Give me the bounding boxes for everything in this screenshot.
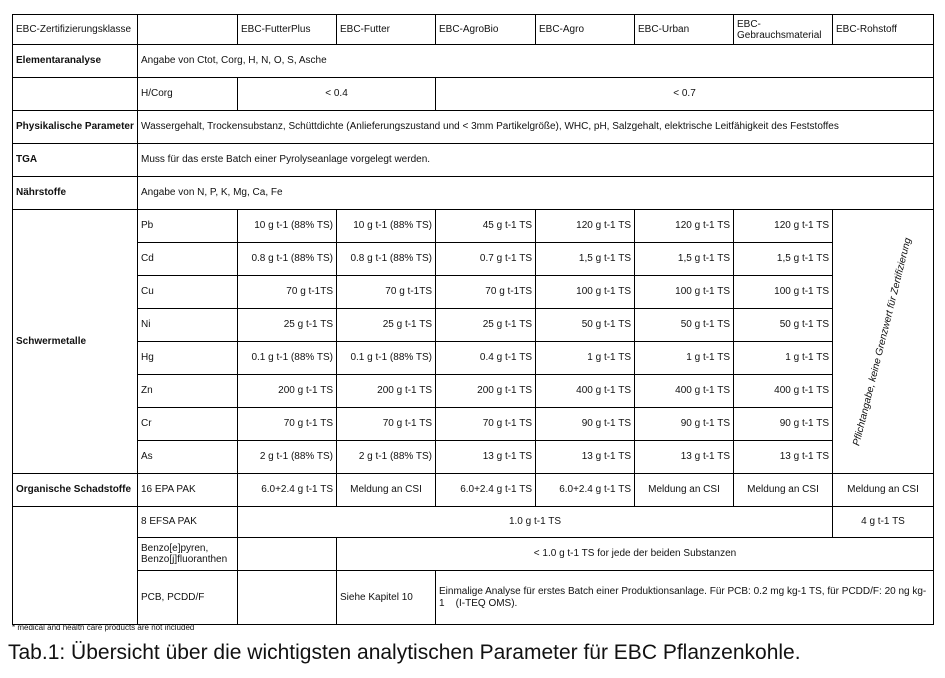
benzo-value: < 1.0 g t-1 TS for jede der beiden Substanzen xyxy=(337,538,934,571)
pcb-empty xyxy=(238,571,337,625)
limit-value: 90 g t-1 TS xyxy=(536,408,635,441)
limit-value: 120 g t-1 TS xyxy=(734,210,833,243)
limit-value: 0.1 g t-1 (88% TS) xyxy=(337,342,436,375)
naehrstoffe-label: Nährstoffe xyxy=(13,177,138,210)
limit-value: 70 g t-1 TS xyxy=(238,408,337,441)
header-urban: EBC-Urban xyxy=(635,15,734,45)
element-label: Cu xyxy=(138,276,238,309)
limit-value: 50 g t-1 TS xyxy=(536,309,635,342)
table-caption: Tab.1: Übersicht über die wichtigsten analytischen Parameter für EBC Pflanzenkohle. xyxy=(8,641,801,664)
row-benzo xyxy=(13,538,934,571)
limit-value: 13 g t-1 TS xyxy=(734,441,833,474)
limit-value: 90 g t-1 TS xyxy=(635,408,734,441)
limit-value: 0.8 g t-1 (88% TS) xyxy=(337,243,436,276)
limit-value: 200 g t-1 TS xyxy=(238,375,337,408)
limit-value: 70 g t-1TS xyxy=(337,276,436,309)
physik-value: Wassergehalt, Trockensubstanz, Schüttdichte (Anlieferungszustand und < 3mm Partikelgröße), WHC, pH, Salzgehalt, elektrische Leitfähigkeit des Feststoffes xyxy=(138,111,934,144)
limit-value: 120 g t-1 TS xyxy=(635,210,734,243)
pcb-futter-value: Siehe Kapitel 10 xyxy=(337,571,436,625)
pak16-value: Meldung an CSI xyxy=(734,474,833,507)
vertical-note-text: Pflichtangabe, keine Grenzwert für Zertifizierung xyxy=(851,236,914,447)
element-label: Cd xyxy=(138,243,238,276)
limit-value: 10 g t-1 (88% TS) xyxy=(337,210,436,243)
limit-value: 200 g t-1 TS xyxy=(436,375,536,408)
pak16-value: 6.0+2.4 g t-1 TS xyxy=(436,474,536,507)
limit-value: 45 g t-1 TS xyxy=(436,210,536,243)
pak8-label: 8 EFSA PAK xyxy=(138,507,238,538)
limit-value: 100 g t-1 TS xyxy=(536,276,635,309)
limit-value: 1,5 g t-1 TS xyxy=(635,243,734,276)
limit-value: 400 g t-1 TS xyxy=(536,375,635,408)
row-elementaranalyse xyxy=(13,45,934,78)
hcorg-empty xyxy=(13,78,138,111)
hcorg-value-rest: < 0.7 xyxy=(436,78,934,111)
limit-value: 100 g t-1 TS xyxy=(635,276,734,309)
limit-value: 1 g t-1 TS xyxy=(536,342,635,375)
hcorg-label: H/Corg xyxy=(138,78,238,111)
pak16-value: Meldung an CSI xyxy=(635,474,734,507)
row-pcb xyxy=(13,571,934,625)
element-label: Ni xyxy=(138,309,238,342)
row-cr xyxy=(13,408,934,441)
limit-value: 13 g t-1 TS xyxy=(436,441,536,474)
pak16-value: 6.0+2.4 g t-1 TS xyxy=(536,474,635,507)
pak16-value: Meldung an CSI xyxy=(833,474,934,507)
element-label: Zn xyxy=(138,375,238,408)
footnote: * medical and health care products are not included xyxy=(12,623,195,632)
header-gebrauchsmaterial: EBC- Gebrauchsmaterial xyxy=(734,15,833,45)
limit-value: 70 g t-1TS xyxy=(238,276,337,309)
limit-value: 70 g t-1 TS xyxy=(337,408,436,441)
header-empty xyxy=(138,15,238,45)
row-cd xyxy=(13,243,934,276)
naehrstoffe-value: Angabe von N, P, K, Mg, Ca, Fe xyxy=(138,177,934,210)
pcb-label: PCB, PCDD/F xyxy=(138,571,238,625)
limit-value: 13 g t-1 TS xyxy=(635,441,734,474)
limit-value: 1 g t-1 TS xyxy=(734,342,833,375)
header-row xyxy=(13,15,934,45)
ebc-parameter-table xyxy=(12,14,934,625)
organische-schadstoffe-label: Organische Schadstoffe xyxy=(13,474,138,507)
row-cu xyxy=(13,276,934,309)
limit-value: 90 g t-1 TS xyxy=(734,408,833,441)
header-class-label: EBC-Zertifizierungsklasse xyxy=(13,15,138,45)
pcb-value: Einmalige Analyse für erstes Batch einer Produktionsanlage. Für PCB: 0.2 mg kg-1 TS, für PCDD/F: 20 ng kg-1 (I-TEQ OMS). xyxy=(436,571,934,625)
header-agro: EBC-Agro xyxy=(536,15,635,45)
row-hcorg xyxy=(13,78,934,111)
row-hg xyxy=(13,342,934,375)
pak8-value: 1.0 g t-1 TS xyxy=(238,507,833,538)
limit-value: 0.7 g t-1 TS xyxy=(436,243,536,276)
tga-label: TGA xyxy=(13,144,138,177)
limit-value: 50 g t-1 TS xyxy=(635,309,734,342)
row-zn xyxy=(13,375,934,408)
row-physikalische-parameter xyxy=(13,111,934,144)
header-futter: EBC-Futter xyxy=(337,15,436,45)
benzo-label: Benzo[e]pyren, Benzo[j]fluoranthen xyxy=(138,538,238,571)
row-as xyxy=(13,441,934,474)
limit-value: 10 g t-1 (88% TS) xyxy=(238,210,337,243)
limit-value: 1 g t-1 TS xyxy=(635,342,734,375)
limit-value: 0.4 g t-1 TS xyxy=(436,342,536,375)
limit-value: 0.1 g t-1 (88% TS) xyxy=(238,342,337,375)
limit-value: 25 g t-1 TS xyxy=(337,309,436,342)
elementaranalyse-value: Angabe von Ctot, Corg, H, N, O, S, Asche xyxy=(138,45,934,78)
row-naehrstoffe xyxy=(13,177,934,210)
rohstoff-schwermetalle-note xyxy=(833,210,934,474)
schwermetalle-label: Schwermetalle xyxy=(13,210,138,474)
element-label: As xyxy=(138,441,238,474)
limit-value: 70 g t-1TS xyxy=(436,276,536,309)
organische-empty xyxy=(13,507,138,625)
limit-value: 70 g t-1 TS xyxy=(436,408,536,441)
limit-value: 120 g t-1 TS xyxy=(536,210,635,243)
limit-value: 100 g t-1 TS xyxy=(734,276,833,309)
row-tga xyxy=(13,144,934,177)
row-8-efsa-pak xyxy=(13,507,934,538)
row-pb xyxy=(13,210,934,243)
limit-value: 2 g t-1 (88% TS) xyxy=(238,441,337,474)
pak8-rohstoff-value: 4 g t-1 TS xyxy=(833,507,934,538)
limit-value: 13 g t-1 TS xyxy=(536,441,635,474)
header-futterplus: EBC-FutterPlus xyxy=(238,15,337,45)
header-rohstoff: EBC-Rohstoff xyxy=(833,15,934,45)
hcorg-value-futter: < 0.4 xyxy=(238,78,436,111)
row-ni xyxy=(13,309,934,342)
pak16-label: 16 EPA PAK xyxy=(138,474,238,507)
limit-value: 1,5 g t-1 TS xyxy=(734,243,833,276)
physik-label: Physikalische Parameter xyxy=(13,111,138,144)
row-16-epa-pak xyxy=(13,474,934,507)
limit-value: 400 g t-1 TS xyxy=(734,375,833,408)
limit-value: 400 g t-1 TS xyxy=(635,375,734,408)
limit-value: 0.8 g t-1 (88% TS) xyxy=(238,243,337,276)
element-label: Cr xyxy=(138,408,238,441)
element-label: Hg xyxy=(138,342,238,375)
pak16-value: Meldung an CSI xyxy=(337,474,436,507)
limit-value: 2 g t-1 (88% TS) xyxy=(337,441,436,474)
limit-value: 50 g t-1 TS xyxy=(734,309,833,342)
element-label: Pb xyxy=(138,210,238,243)
header-agrobio: EBC-AgroBio xyxy=(436,15,536,45)
elementaranalyse-label: Elementaranalyse xyxy=(13,45,138,78)
pak16-value: 6.0+2.4 g t-1 TS xyxy=(238,474,337,507)
limit-value: 25 g t-1 TS xyxy=(238,309,337,342)
limit-value: 25 g t-1 TS xyxy=(436,309,536,342)
limit-value: 1,5 g t-1 TS xyxy=(536,243,635,276)
limit-value: 200 g t-1 TS xyxy=(337,375,436,408)
tga-value: Muss für das erste Batch einer Pyrolyseanlage vorgelegt werden. xyxy=(138,144,934,177)
benzo-empty xyxy=(238,538,337,571)
